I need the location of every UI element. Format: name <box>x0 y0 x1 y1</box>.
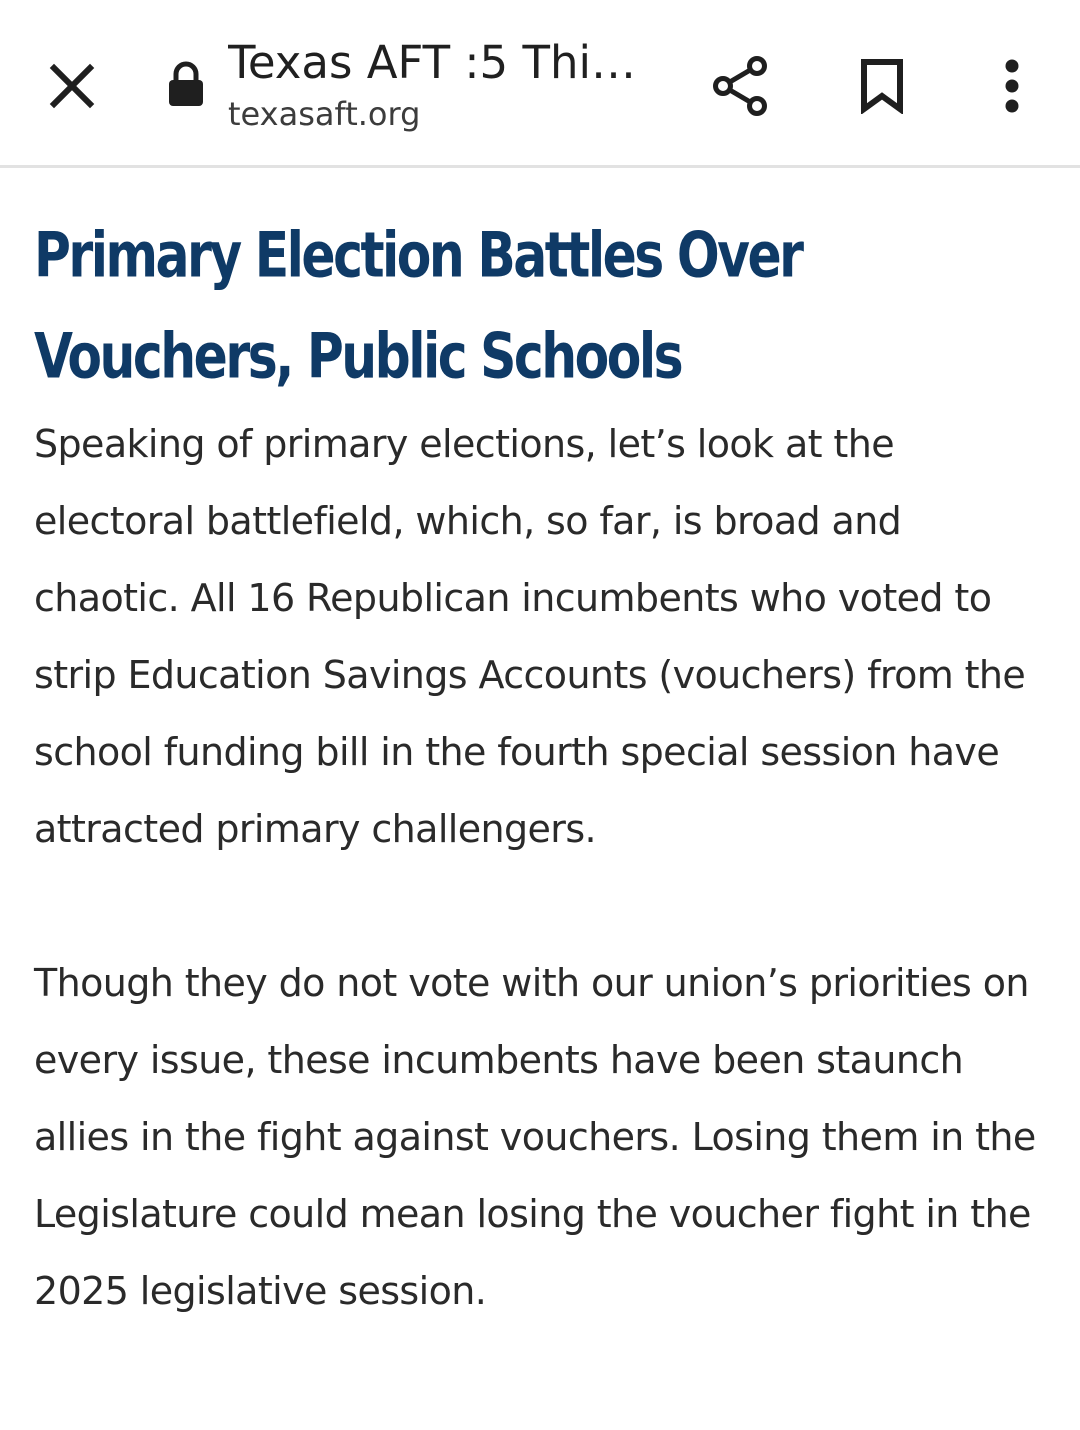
page-title: Texas AFT :5 Thi… <box>228 36 636 89</box>
share-icon <box>711 55 769 117</box>
article-headline: Primary Election Battles Over Vouchers, Public Schools <box>34 219 802 394</box>
more-vert-icon <box>1002 58 1022 114</box>
page-info[interactable] <box>228 34 668 136</box>
article-paragraph: Though they do not vote with our union’s priorities on every issue, these incumbents have been staunch allies in the fight against vouchers. Losing them in the Legislature could mean losing the voucher fight in the 2025 legislative session. <box>34 961 1036 1313</box>
article-paragraph: Speaking of primary elections, let’s look at the electoral battlefield, which, so far, is broad and chaotic. All 16 Republican incumbents who voted to strip Education Savings Accounts (vouchers) from the school funding bill in the fourth special session have attracted primary challengers. <box>34 422 1026 851</box>
more-options-button[interactable] <box>972 44 1052 128</box>
bookmark-button[interactable] <box>842 44 922 128</box>
share-button[interactable] <box>700 44 780 128</box>
article-content <box>34 206 1050 1330</box>
bookmark-icon <box>859 58 905 114</box>
page-url: texasaft.org <box>228 95 421 133</box>
lock-icon <box>166 60 206 108</box>
close-button[interactable] <box>30 44 114 128</box>
close-icon <box>48 62 96 110</box>
custom-tab-toolbar <box>0 0 1080 168</box>
